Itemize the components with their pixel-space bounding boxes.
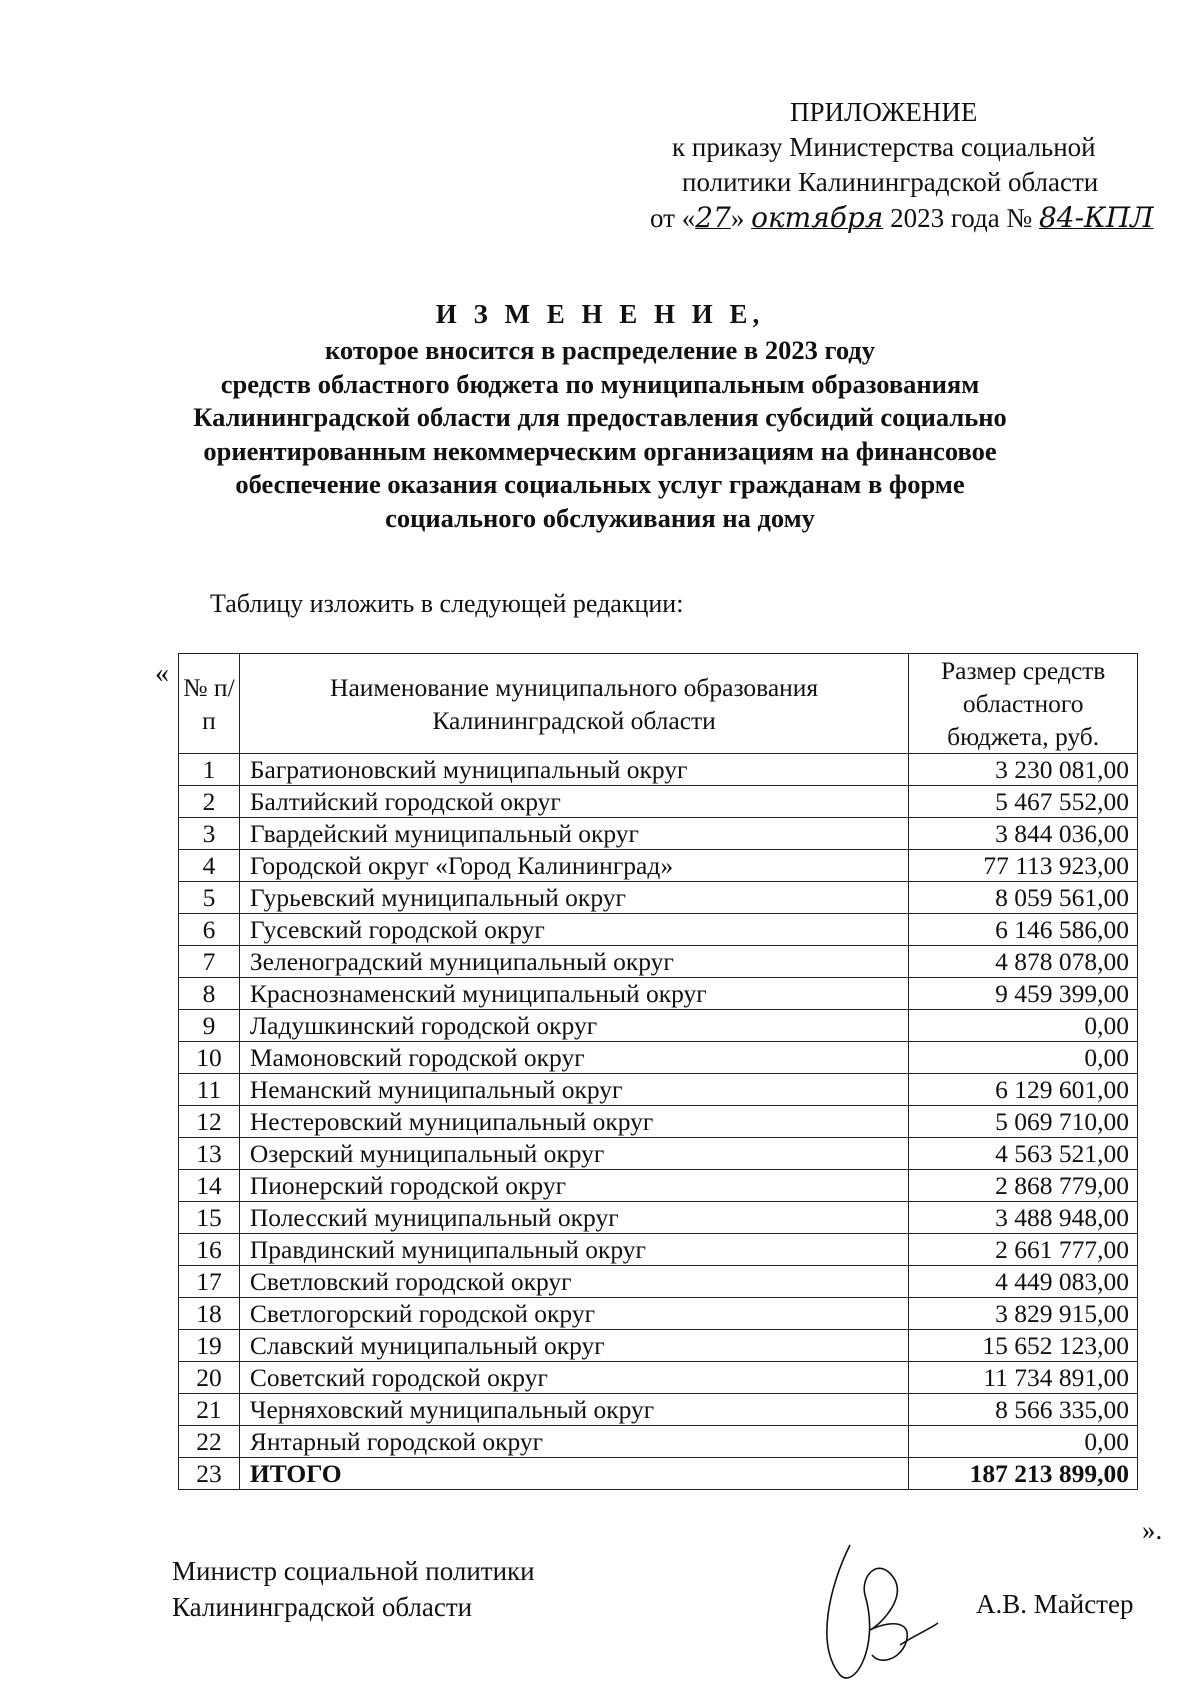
header-num: № п/п xyxy=(179,654,240,754)
table-row xyxy=(179,1010,1138,1042)
cell-amount: 3 230 081,00 xyxy=(909,754,1138,786)
total-row xyxy=(179,1458,1138,1490)
cell-name: Пионерский городской округ xyxy=(239,1170,908,1202)
total-name: ИТОГО xyxy=(239,1458,908,1490)
cell-name: Правдинский муниципальный округ xyxy=(239,1234,908,1266)
subtitle-line: Калининградской области для предоставления субсидий социально xyxy=(193,402,1007,432)
cell-num: 20 xyxy=(179,1362,240,1394)
table-body xyxy=(179,754,1138,1490)
subtitle-line: обеспечение оказания социальных услуг гражданам в форме xyxy=(235,469,965,499)
appendix-line-2: к приказу Министерства социальной xyxy=(672,132,1096,162)
cell-name: Полесский муниципальный округ xyxy=(239,1202,908,1234)
cell-name: Гусевский городской округ xyxy=(239,914,908,946)
table-row xyxy=(179,1298,1138,1330)
order-number: 84-КПЛ xyxy=(1038,201,1154,234)
cell-amount: 3 488 948,00 xyxy=(909,1202,1138,1234)
position-line-1: Министр социальной политики xyxy=(172,1556,535,1586)
cell-amount: 8 566 335,00 xyxy=(909,1394,1138,1426)
appendix-header xyxy=(620,95,1154,236)
table-row xyxy=(179,1330,1138,1362)
cell-num: 14 xyxy=(179,1170,240,1202)
subtitle-line: средств областного бюджета по муниципальным образованиям xyxy=(220,368,980,399)
header-name: Наименование муниципального образования Калининградской области xyxy=(239,654,908,754)
cell-num: 9 xyxy=(179,1010,240,1042)
cell-amount: 4 878 078,00 xyxy=(909,946,1138,978)
cell-amount: 6 129 601,00 xyxy=(909,1074,1138,1106)
table-row xyxy=(179,946,1138,978)
cell-num: 7 xyxy=(179,946,240,978)
table-row xyxy=(179,786,1138,818)
cell-num: 8 xyxy=(179,978,240,1010)
cell-amount: 5 069 710,00 xyxy=(909,1106,1138,1138)
intro-text: Таблицу изложить в следующей редакции: xyxy=(210,589,684,618)
table-row xyxy=(179,1170,1138,1202)
cell-name: Краснознаменский муниципальный округ xyxy=(239,978,908,1010)
document-title: И З М Е Н Е Н И Е, xyxy=(435,299,765,329)
cell-num: 17 xyxy=(179,1266,240,1298)
cell-num: 21 xyxy=(179,1394,240,1426)
cell-num: 11 xyxy=(179,1074,240,1106)
header-amount: Размер средств областного бюджета, руб. xyxy=(909,654,1138,754)
cell-amount: 3 829 915,00 xyxy=(909,1298,1138,1330)
table-row xyxy=(179,978,1138,1010)
cell-num: 18 xyxy=(179,1298,240,1330)
table-row xyxy=(179,1362,1138,1394)
cell-name: Нестеровский муниципальный округ xyxy=(239,1106,908,1138)
cell-num: 5 xyxy=(179,882,240,914)
cell-name: Городской округ «Город Калининград» xyxy=(239,850,908,882)
cell-amount: 77 113 923,00 xyxy=(909,850,1138,882)
table-row xyxy=(179,818,1138,850)
cell-name: Славский муниципальный округ xyxy=(239,1330,908,1362)
cell-name: Багратионовский муниципальный округ xyxy=(239,754,908,786)
cell-amount: 0,00 xyxy=(909,1042,1138,1074)
cell-name: Мамоновский городской округ xyxy=(239,1042,908,1074)
cell-num: 4 xyxy=(179,850,240,882)
date-prefix: от « xyxy=(650,203,696,233)
total-amount: 187 213 899,00 xyxy=(909,1458,1138,1490)
table-row xyxy=(179,1234,1138,1266)
cell-amount: 4 563 521,00 xyxy=(909,1138,1138,1170)
subtitle-line: социального обслуживания на дому xyxy=(385,502,815,533)
position-line-2: Калининградской области xyxy=(172,1592,473,1622)
cell-name: Светловский городской округ xyxy=(239,1266,908,1298)
cell-num: 12 xyxy=(179,1106,240,1138)
signature-stroke xyxy=(827,1545,938,1678)
cell-amount: 8 059 561,00 xyxy=(909,882,1138,914)
subtitle-line: ориентированным некоммерческим организациям на финансовое xyxy=(203,435,997,466)
table-row xyxy=(179,914,1138,946)
cell-amount: 2 661 777,00 xyxy=(909,1234,1138,1266)
budget-table xyxy=(178,653,1138,1490)
cell-num: 16 xyxy=(179,1234,240,1266)
table-header-row xyxy=(179,654,1138,754)
date-month: октября xyxy=(751,201,884,234)
table-row xyxy=(179,1074,1138,1106)
cell-name: Светлогорский городской округ xyxy=(239,1298,908,1330)
cell-amount: 0,00 xyxy=(909,1010,1138,1042)
cell-amount: 5 467 552,00 xyxy=(909,786,1138,818)
cell-name: Черняховский муниципальный округ xyxy=(239,1394,908,1426)
cell-amount: 11 734 891,00 xyxy=(909,1362,1138,1394)
cell-amount: 15 652 123,00 xyxy=(909,1330,1138,1362)
cell-num: 19 xyxy=(179,1330,240,1362)
document-subtitle xyxy=(150,334,1050,535)
cell-name: Янтарный городской округ xyxy=(239,1426,908,1458)
cell-num: 10 xyxy=(179,1042,240,1074)
cell-amount: 6 146 586,00 xyxy=(909,914,1138,946)
cell-num: 6 xyxy=(179,914,240,946)
signatory-position xyxy=(172,1553,535,1625)
cell-name: Зеленоградский муниципальный округ xyxy=(239,946,908,978)
cell-amount: 2 868 779,00 xyxy=(909,1170,1138,1202)
cell-amount: 9 459 399,00 xyxy=(909,978,1138,1010)
date-day: 27 xyxy=(695,201,731,234)
cell-name: Озерский муниципальный округ xyxy=(239,1138,908,1170)
cell-name: Гурьевский муниципальный округ xyxy=(239,882,908,914)
cell-name: Балтийский городской округ xyxy=(239,786,908,818)
appendix-line-3: политики Калининградской области xyxy=(682,167,1099,197)
cell-num: 1 xyxy=(179,754,240,786)
cell-amount: 0,00 xyxy=(909,1426,1138,1458)
total-num: 23 xyxy=(179,1458,240,1490)
cell-name: Гвардейский муниципальный округ xyxy=(239,818,908,850)
quote-open: « xyxy=(155,658,169,689)
handwritten-signature xyxy=(810,1535,940,1685)
cell-num: 3 xyxy=(179,818,240,850)
table-row xyxy=(179,1138,1138,1170)
table-row xyxy=(179,1426,1138,1458)
table-row xyxy=(179,1266,1138,1298)
table-row xyxy=(179,1202,1138,1234)
table-row xyxy=(179,754,1138,786)
cell-num: 22 xyxy=(179,1426,240,1458)
appendix-title: ПРИЛОЖЕНИЕ xyxy=(790,97,978,127)
table-row xyxy=(179,1394,1138,1426)
table-row xyxy=(179,1042,1138,1074)
cell-name: Советский городской округ xyxy=(239,1362,908,1394)
quote-close: ». xyxy=(1142,1515,1163,1545)
cell-name: Неманский муниципальный округ xyxy=(239,1074,908,1106)
subtitle-line: которое вносится в распределение в 2023 году xyxy=(325,335,875,365)
cell-num: 2 xyxy=(179,786,240,818)
date-mid: » xyxy=(730,203,745,233)
cell-amount: 3 844 036,00 xyxy=(909,818,1138,850)
appendix-date-line xyxy=(620,200,1154,236)
cell-name: Ладушкинский городской округ xyxy=(239,1010,908,1042)
cell-num: 15 xyxy=(179,1202,240,1234)
date-year: 2023 года № xyxy=(890,203,1033,233)
signatory-name: А.В. Майстер xyxy=(976,1589,1134,1619)
table-row xyxy=(179,1106,1138,1138)
table-row xyxy=(179,850,1138,882)
cell-amount: 4 449 083,00 xyxy=(909,1266,1138,1298)
table-row xyxy=(179,882,1138,914)
cell-num: 13 xyxy=(179,1138,240,1170)
